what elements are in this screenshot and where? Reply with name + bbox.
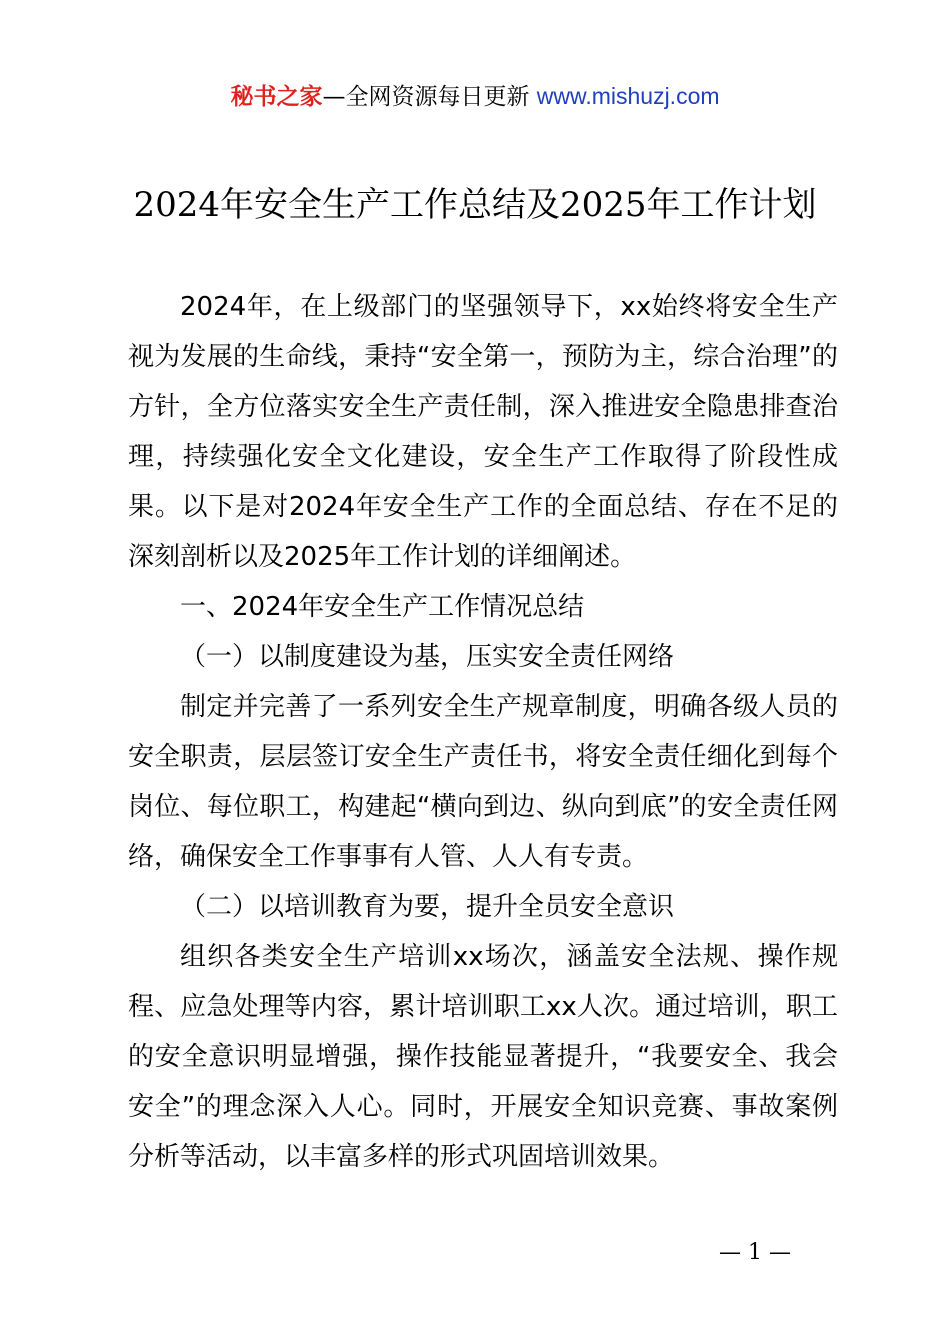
intro-paragraph: 2024年，在上级部门的坚强领导下，xx始终将安全生产视为发展的生命线，秉持“安全第一，预防为主，综合治理”的方针，全方位落实安全生产责任制，深入推进安全隐患排查治理，持续强化安全文化建设，安全生产工作取得了阶段性成果。以下是对2024年安全生产工作的全面总结、存在不足的深刻剖析以及2025年工作计划的详细阐述。 [128, 292, 838, 572]
site-brand: 秘书之家 [230, 84, 323, 110]
body-paragraph: 组织各类安全生产培训xx场次，涵盖安全法规、操作规程、应急处理等内容，累计培训职工xx人次。通过培训，职工的安全意识明显增强，操作技能显著提升，“我要安全、我会安全”的理念深入人心。同时，开展安全知识竞赛、事故案例分析等活动，以丰富多样的形式巩固培训效果。 [128, 942, 838, 1172]
subsection-heading: （一）以制度建设为基，压实安全责任网络 [180, 642, 675, 672]
site-url-link[interactable]: www.mishuzj.com [536, 83, 720, 109]
site-header [0, 80, 950, 113]
site-tagline: —全网资源每日更新 [322, 84, 530, 110]
document-body [128, 282, 838, 1182]
subsection-heading: （二）以培训教育为要，提升全员安全意识 [180, 892, 675, 922]
section-heading: 一、2024年安全生产工作情况总结 [180, 592, 585, 622]
document-title: 2024年安全生产工作总结及2025年工作计划 [133, 185, 817, 225]
page-number: — 1 — [719, 1240, 791, 1265]
body-paragraph: 制定并完善了一系列安全生产规章制度，明确各级人员的安全职责，层层签订安全生产责任书，将安全责任细化到每个岗位、每位职工，构建起“横向到边、纵向到底”的安全责任网络，确保安全工作事事有人管、人人有专责。 [128, 692, 838, 872]
